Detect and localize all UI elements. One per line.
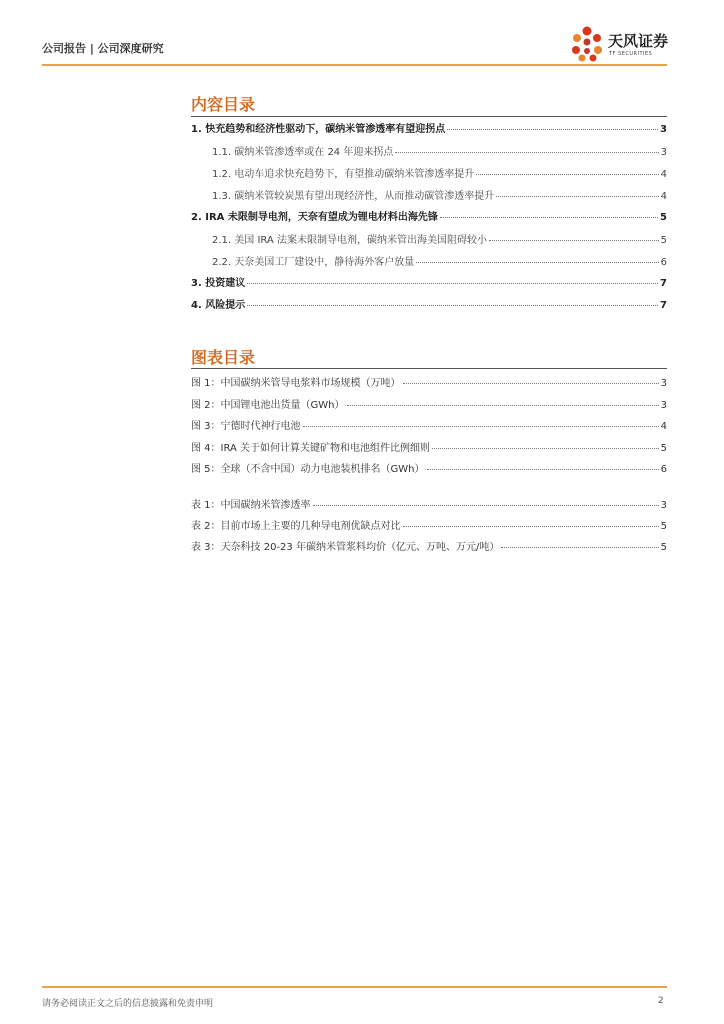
- toc-entry-page: 6: [660, 257, 667, 268]
- leader-dots: [303, 426, 659, 427]
- leader-dots: [501, 547, 658, 548]
- leader-dots: [432, 448, 659, 449]
- toc-entry-page: 4: [660, 169, 667, 180]
- table-entry-text: 表 2：目前市场上主要的几种导电剂优缺点对比: [191, 521, 401, 532]
- toc-title: 内容目录: [191, 95, 256, 114]
- toc-entry-text: 2.2. 天奈美国工厂建设中，静待海外客户放量: [212, 257, 415, 268]
- footer-divider: [42, 986, 667, 988]
- leader-dots: [403, 526, 659, 527]
- toc-entry-page: 7: [660, 300, 667, 311]
- toc-entry[interactable]: [191, 208, 667, 224]
- figure-entry[interactable]: [191, 460, 667, 476]
- toc-title-rule: [191, 116, 667, 117]
- logo-chinese-name: 天风证券: [608, 32, 669, 50]
- company-logo: [568, 24, 680, 64]
- figure-entry-page: 5: [660, 443, 667, 454]
- figure-entry-page: 3: [660, 378, 667, 389]
- figure-entry[interactable]: [191, 439, 667, 455]
- figure-entry-page: 3: [660, 400, 667, 411]
- toc-entry-text: 3. 投资建议: [191, 278, 246, 289]
- figure-entry-text: 图 1：中国碳纳米管导电浆料市场规模（万吨）: [191, 378, 401, 389]
- toc-entry-text: 2. IRA 未限制导电剂，天奈有望成为锂电材料出海先锋: [191, 212, 438, 223]
- toc-entry[interactable]: [212, 187, 667, 203]
- leader-dots: [247, 283, 658, 284]
- header-divider: [42, 64, 667, 66]
- figure-entry-page: 6: [660, 464, 667, 475]
- flower-logo-icon: [568, 24, 606, 64]
- toc-entry[interactable]: [212, 253, 667, 269]
- table-entry-page: 5: [660, 521, 667, 532]
- logo-english-name: TF SECURITIES: [609, 51, 653, 57]
- page-number: 2: [658, 996, 664, 1006]
- figure-entry-text: 图 3：宁德时代神行电池: [191, 421, 301, 432]
- toc-entry-text: 1. 快充趋势和经济性驱动下，碳纳米管渗透率有望迎拐点: [191, 124, 446, 135]
- table-entry[interactable]: [191, 538, 667, 554]
- leader-dots: [496, 196, 658, 197]
- toc-entry-text: 1.2. 电动车追求快充趋势下，有望推动碳纳米管渗透率提升: [212, 169, 475, 180]
- toc-entry-text: 1.3. 碳纳米管较炭黑有望出现经济性，从而推动碳管渗透率提升: [212, 191, 495, 202]
- footer-disclaimer: 请务必阅读正文之后的信息披露和免责申明: [42, 999, 214, 1009]
- toc-entry[interactable]: [191, 120, 667, 136]
- leader-dots: [313, 505, 659, 506]
- toc-entry-page: 3: [660, 124, 667, 135]
- leader-dots: [347, 405, 659, 406]
- table-entry-page: 3: [660, 500, 667, 511]
- toc-entry[interactable]: [212, 165, 667, 181]
- figure-entry[interactable]: [191, 374, 667, 390]
- leader-dots: [416, 262, 658, 263]
- table-entry-text: 表 1：中国碳纳米管渗透率: [191, 500, 311, 511]
- toc-entry[interactable]: [212, 143, 667, 159]
- toc-entry-page: 3: [660, 147, 667, 158]
- leader-dots: [476, 174, 658, 175]
- leader-dots: [395, 152, 658, 153]
- table-entry-text: 表 3：天奈科技 20-23 年碳纳米管浆料均价（亿元、万吨、万元/吨）: [191, 542, 500, 553]
- figure-entry[interactable]: [191, 417, 667, 433]
- figure-entry-text: 图 4：IRA 关于如何计算关键矿物和电池组件比例细则: [191, 443, 431, 454]
- figure-entry[interactable]: [191, 396, 667, 412]
- table-entry[interactable]: [191, 517, 667, 533]
- leader-dots: [247, 305, 658, 306]
- figure-entry-text: 图 5：全球（不含中国）动力电池装机排名（GWh）: [191, 464, 425, 475]
- toc-entry[interactable]: [191, 274, 667, 290]
- toc-entry-text: 2.1. 美国 IRA 法案未限制导电剂，碳纳米管出海美国阻碍较小: [212, 235, 487, 246]
- leader-dots: [427, 469, 659, 470]
- table-entry[interactable]: [191, 496, 667, 512]
- leader-dots: [489, 240, 659, 241]
- report-type-label: 公司报告 | 公司深度研究: [42, 42, 164, 55]
- toc-entry[interactable]: [212, 231, 667, 247]
- toc-entry[interactable]: [191, 296, 667, 312]
- table-entry-page: 5: [660, 542, 667, 553]
- figure-entry-text: 图 2：中国锂电池出货量（GWh）: [191, 400, 345, 411]
- toc-entry-text: 4. 风险提示: [191, 300, 246, 311]
- toc-entry-page: 7: [660, 278, 667, 289]
- figures-title-rule: [191, 368, 667, 369]
- toc-entry-page: 5: [660, 212, 667, 223]
- leader-dots: [447, 129, 658, 130]
- figures-title: 图表目录: [191, 348, 256, 367]
- toc-entry-text: 1.1. 碳纳米管渗透率或在 24 年迎来拐点: [212, 147, 394, 158]
- toc-entry-page: 5: [660, 235, 667, 246]
- leader-dots: [440, 217, 658, 218]
- leader-dots: [403, 383, 659, 384]
- toc-entry-page: 4: [660, 191, 667, 202]
- figure-entry-page: 4: [660, 421, 667, 432]
